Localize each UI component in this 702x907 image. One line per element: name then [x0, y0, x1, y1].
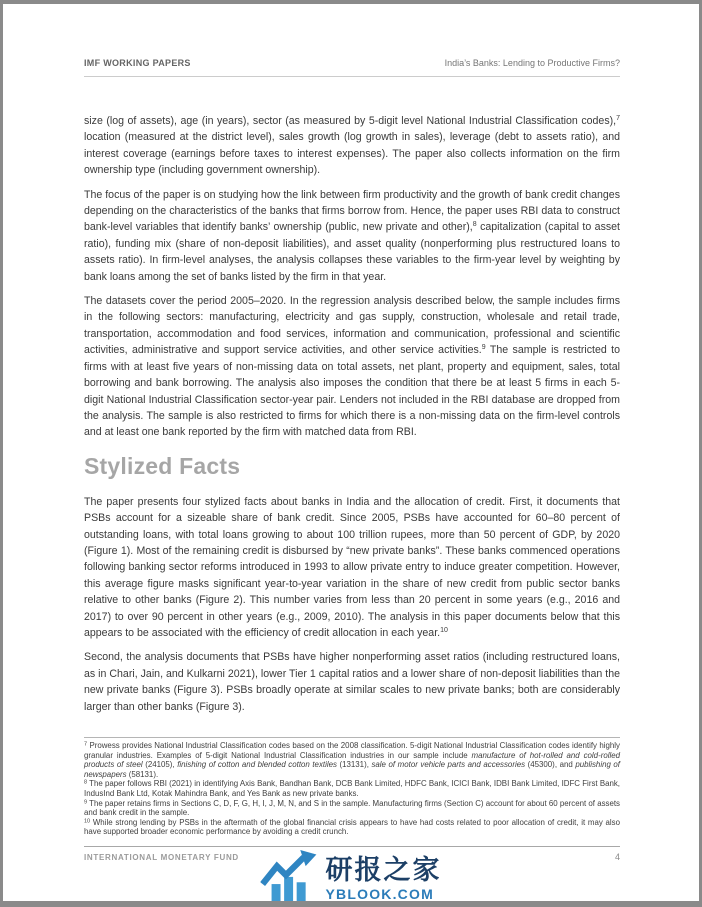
- footnote-7: [84, 741, 620, 779]
- page-body: [84, 113, 620, 723]
- footer-rule: [84, 846, 620, 847]
- footnote-7-text-2: (24105),: [142, 760, 178, 770]
- watermark-text: [325, 854, 442, 902]
- paragraph-2: [84, 187, 620, 285]
- footnote-10-text: While strong lending by PSBs in the aftermath of the global financial crisis appears to have had costs related to poor allocation of credit, it may also have supported broader economic performance by avoiding a credit crunch.: [84, 817, 620, 837]
- watermark-name-cn: 研报之家: [325, 854, 442, 885]
- footnote-10: [84, 818, 620, 837]
- footnote-10-marker: 10: [84, 818, 91, 825]
- footnote-ref-7: 7: [616, 115, 620, 122]
- running-header: [84, 58, 620, 68]
- footnote-ref-9: 9: [481, 344, 486, 352]
- footnote-ref-10: 10: [440, 626, 448, 634]
- document-page: [3, 4, 699, 901]
- footnote-ref-8: 8: [472, 221, 477, 229]
- paragraph-1: [84, 113, 620, 179]
- footnote-7-italic-2: finishing of cotton and blended cotton textiles: [177, 760, 337, 770]
- footnote-8-text: The paper follows RBI (2021) in identifying Axis Bank, Bandhan Bank, DCB Bank Limited, HDFC Bank, ICICI Bank, IDBI Bank Limited, IDFC First Bank, IndusInd Bank Ltd, Kotak Mahindra Bank, and Yes Bank as new private banks.: [84, 779, 620, 798]
- paragraph-1-text-cont: location (measured at the district level), sales growth (log growth in sales), leverage (debt to assets ratio), and interest coverage (earnings before taxes to interest expenses). The paper also collects information on the firm ownership type (including government ownership).: [84, 131, 620, 177]
- footnote-7-marker: 7: [84, 741, 88, 748]
- watermark-logo: [257, 850, 446, 907]
- page-number: 4: [614, 852, 620, 862]
- footnote-7-text-4: (45300), and: [525, 760, 576, 770]
- footer-organization: INTERNATIONAL MONETARY FUND: [84, 853, 239, 862]
- header-paper-title: India’s Banks: Lending to Productive Firms?: [444, 58, 620, 68]
- footnote-7-italic-4: publishing of newspapers: [84, 760, 620, 779]
- footnote-9-text: The paper retains firms in Sections C, D, F, G, H, I, J, M, N, and S in the sample. Manufacturing firms (Section C) account for about 60 percent of assets and bank credit in the sample.: [84, 798, 620, 818]
- paragraph-2-text-cont: capitalization (capital to asset ratio), funding mix (share of non-deposit liabilities), and asset quality (nonperforming plus restructured loans to assets ratio). In firm-level analyses, the analysis collapses these variables to the firm-year level by weighting by bank loans among the set of banks listed by the firm in that year.: [84, 221, 620, 283]
- paragraph-4-text: The paper presents four stylized facts about banks in India and the allocation of credit. First, it documents that PSBs account for a sizeable share of bank credit. Since 2005, PSBs have accounted for 60–80 percent of outstanding loans, with total loans growing to about 100 trillion rupees, more than 50 percent of GDP, by 2020 (Figure 1). Most of the remaining credit is disbursed by “new private banks”. These banks commenced operations following banking sector reforms introduced in 1993 to allow private entry to induce greater competition. However, this average figure masks significant year-to-year variation in the share of new credit from public sector banks relative to other banks (Figure 2). This number varies from less than 20 percent in some years (e.g., 2016 and 2017) to over 90 percent in other years (e.g., 2009, 2010). The analysis in this paper documents below that this appears to be associated with the efficiency of credit allocation in each year.: [84, 495, 620, 639]
- footnote-7-text-5: (58131).: [126, 769, 159, 779]
- footnotes-block: [84, 741, 620, 837]
- paragraph-4: [84, 494, 620, 642]
- footnote-9-marker: 9: [84, 799, 88, 806]
- footnote-7-italic-1: manufacture of hot-rolled and cold-rolled products of steel: [84, 750, 620, 770]
- header-rule: [84, 76, 620, 77]
- header-series-title: IMF WORKING PAPERS: [84, 58, 191, 68]
- footnote-separator: [84, 737, 620, 738]
- paragraph-5: [84, 649, 620, 715]
- watermark-name-en: YBLOOK.COM: [325, 885, 434, 902]
- footnote-9: [84, 799, 620, 818]
- footnote-8-marker: 8: [84, 779, 88, 786]
- footnote-7-text: Prowess provides National Industrial Classification codes based on the 2008 classification. 5-digit National Industrial Classification codes identify highly granular industries. Examples of 5-digit National Industrial Classification industries in our sample include: [84, 741, 620, 760]
- paragraph-3-text: The datasets cover the period 2005–2020. In the regression analysis described below, the sample includes firms in the following sectors: manufacturing, electricity and gas supply, construction, wholesale and retail trade, transportation, accommodation and food services, information and communication, professional and scientific activities, administrative and support service activities, and other service activities.: [84, 295, 620, 357]
- paragraph-5-text: Second, the analysis documents that PSBs have higher nonperforming asset ratios (including restructured loans, as in Chari, Jain, and Kulkarni 2021), lower Tier 1 capital ratios and a lower share of non-deposit liabilities than the new private banks (Figure 3). PSBs broadly operate at similar scales to new private banks; both are considerably larger than other banks (Figure 3).: [84, 651, 620, 713]
- footnote-8: [84, 779, 620, 798]
- paragraph-1-text: size (log of assets), age (in years), sector (as measured by 5-digit level National Industrial Classification codes),: [84, 115, 617, 127]
- paragraph-3: [84, 293, 620, 441]
- paragraph-3-text-cont: The sample is restricted to firms with at least five years of non-missing data on total assets, net plant, property and equipment, sales, total borrowing and bank borrowing. The analysis also imposes the condition that there be at least 5 firms in each 5-digit National Industrial Classification sector-year pair. Lenders not included in the RBI database are dropped from the analysis. The sample is also restricted to firms for which there is a non-missing data on the firm-level controls and at least one bank reported by the firm with matched data from RBI.: [84, 344, 621, 439]
- paragraph-2-text: The focus of the paper is on studying how the link between firm productivity and the growth of bank credit changes depending on the characteristics of the banks that firms borrow from. Hence, the paper uses RBI data to construct bank-level variables that identify banks’ ownership (public, new private and other),: [84, 188, 620, 234]
- section-heading-stylized-facts: Stylized Facts: [84, 452, 241, 479]
- bar-chart-arrow-icon: [261, 850, 319, 907]
- footnote-7-italic-3: sale of motor vehicle parts and accessories: [371, 760, 526, 770]
- footnote-7-text-3: (13131),: [336, 760, 372, 770]
